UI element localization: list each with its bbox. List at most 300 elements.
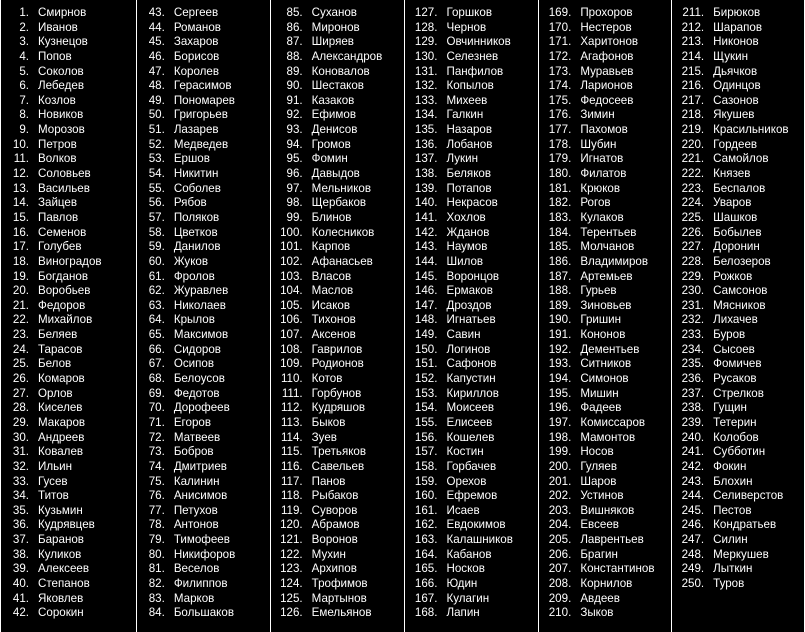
list-item bbox=[405, 416, 538, 431]
list-item bbox=[137, 606, 270, 621]
list-item bbox=[405, 226, 538, 241]
item-number: 120. bbox=[280, 518, 303, 532]
item-number: 176. bbox=[548, 108, 572, 122]
list-item bbox=[539, 50, 671, 65]
item-number: 42. bbox=[12, 606, 29, 620]
list-item bbox=[539, 255, 671, 270]
item-number: 121. bbox=[280, 533, 303, 547]
item-number: 7. bbox=[19, 93, 29, 107]
surname: Некрасов bbox=[446, 196, 498, 210]
surname: Федотов bbox=[173, 386, 220, 400]
list-item bbox=[137, 475, 270, 490]
surname: Бобров bbox=[173, 445, 214, 459]
surname: Кириллов bbox=[446, 386, 499, 400]
item-number: 207. bbox=[548, 562, 572, 576]
list-item bbox=[137, 50, 270, 65]
surname: Белов bbox=[38, 357, 72, 371]
item-number: 147. bbox=[414, 298, 438, 312]
item-number: 27. bbox=[12, 386, 29, 400]
list-item bbox=[405, 343, 538, 358]
item-number: 36. bbox=[12, 518, 29, 532]
item-number: 38. bbox=[12, 547, 29, 561]
item-number: 34. bbox=[12, 489, 29, 503]
surname: Куликов bbox=[38, 547, 82, 561]
surname: Зимин bbox=[580, 108, 615, 122]
list-item bbox=[405, 270, 538, 285]
surname: Гуляев bbox=[580, 459, 618, 473]
list-item bbox=[1, 372, 136, 387]
item-number: 173. bbox=[548, 64, 572, 78]
item-number: 41. bbox=[12, 591, 29, 605]
list-item bbox=[1, 255, 136, 270]
item-number: 165. bbox=[414, 562, 438, 576]
list-item bbox=[672, 108, 804, 123]
surname: Смирнов bbox=[38, 6, 87, 19]
item-number: 78. bbox=[148, 518, 165, 532]
surname: Борисов bbox=[173, 49, 220, 63]
list-item bbox=[539, 35, 671, 50]
item-number: 52. bbox=[148, 137, 165, 151]
surname: Королев bbox=[173, 64, 220, 78]
list-item bbox=[672, 343, 804, 358]
item-number: 92. bbox=[286, 108, 303, 122]
surname: Прохоров bbox=[580, 6, 633, 19]
item-number: 213. bbox=[681, 35, 705, 49]
list-item bbox=[137, 313, 270, 328]
item-number: 216. bbox=[681, 79, 705, 93]
surname: Фадеев bbox=[580, 401, 622, 415]
item-number: 242. bbox=[681, 459, 705, 473]
list-item bbox=[1, 284, 136, 299]
item-number: 160. bbox=[414, 489, 438, 503]
list-item bbox=[539, 328, 671, 343]
surname: Третьяков bbox=[311, 445, 367, 459]
list-item bbox=[137, 518, 270, 533]
item-number: 196. bbox=[548, 401, 572, 415]
item-number: 96. bbox=[286, 167, 303, 181]
item-number: 107. bbox=[280, 328, 303, 342]
list-item bbox=[672, 489, 804, 504]
list-item bbox=[539, 123, 671, 138]
surname: Тетерин bbox=[713, 415, 757, 429]
list-item bbox=[672, 182, 804, 197]
surname: Аксенов bbox=[311, 328, 356, 342]
list-item bbox=[405, 6, 538, 21]
item-number: 250. bbox=[681, 576, 705, 590]
list-item bbox=[405, 50, 538, 65]
item-number: 170. bbox=[548, 20, 572, 34]
item-number: 117. bbox=[280, 474, 303, 488]
list-item bbox=[271, 401, 405, 416]
list-item bbox=[271, 606, 405, 621]
list-item bbox=[271, 357, 405, 372]
item-number: 209. bbox=[548, 591, 572, 605]
surname: Большаков bbox=[173, 606, 234, 620]
list-item bbox=[271, 211, 405, 226]
surname: Колесников bbox=[311, 225, 375, 239]
item-number: 236. bbox=[681, 372, 705, 386]
list-item bbox=[539, 577, 671, 592]
item-number: 205. bbox=[548, 533, 572, 547]
item-number: 141. bbox=[414, 210, 438, 224]
list-item bbox=[405, 299, 538, 314]
item-number: 86. bbox=[286, 20, 303, 34]
surname: Шарапов bbox=[713, 20, 762, 34]
item-number: 23. bbox=[12, 328, 29, 342]
item-number: 100. bbox=[280, 225, 303, 239]
item-number: 182. bbox=[548, 196, 572, 210]
surname: Лихачев bbox=[713, 313, 758, 327]
item-number: 15. bbox=[12, 210, 29, 224]
surname: Моисеев bbox=[446, 401, 495, 415]
item-number: 136. bbox=[414, 137, 438, 151]
surname: Мельников bbox=[311, 181, 372, 195]
list-item bbox=[271, 372, 405, 387]
item-number: 43. bbox=[148, 6, 165, 19]
item-number: 240. bbox=[681, 430, 705, 444]
surname: Марков bbox=[173, 591, 215, 605]
list-item bbox=[271, 431, 405, 446]
surname: Селезнев bbox=[446, 49, 499, 63]
list-item bbox=[539, 416, 671, 431]
list-item bbox=[137, 65, 270, 80]
item-number: 129. bbox=[414, 35, 438, 49]
list-item bbox=[137, 533, 270, 548]
item-number: 99. bbox=[286, 210, 303, 224]
item-number: 126. bbox=[280, 606, 303, 620]
list-item bbox=[672, 577, 804, 592]
item-number: 98. bbox=[286, 196, 303, 210]
item-number: 194. bbox=[548, 372, 572, 386]
surname: Красильников bbox=[713, 123, 789, 137]
item-number: 56. bbox=[148, 196, 165, 210]
surname: Туров bbox=[713, 576, 745, 590]
list-item bbox=[1, 65, 136, 80]
list-item bbox=[405, 313, 538, 328]
list-item bbox=[672, 518, 804, 533]
surname: Симонов bbox=[580, 372, 629, 386]
list-item bbox=[672, 284, 804, 299]
surname: Афанасьев bbox=[311, 254, 373, 268]
list-item bbox=[137, 226, 270, 241]
list-item bbox=[137, 152, 270, 167]
list-item bbox=[1, 313, 136, 328]
item-number: 13. bbox=[12, 181, 29, 195]
item-number: 185. bbox=[548, 240, 572, 254]
surname: Пахомов bbox=[580, 123, 628, 137]
surname: Горбунов bbox=[311, 386, 362, 400]
item-number: 241. bbox=[681, 445, 705, 459]
list-item bbox=[1, 94, 136, 109]
surname: Беспалов bbox=[713, 181, 766, 195]
item-number: 229. bbox=[681, 269, 705, 283]
item-number: 202. bbox=[548, 489, 572, 503]
surname: Гурьев bbox=[580, 284, 617, 298]
surname: Силин bbox=[713, 533, 748, 547]
item-number: 11. bbox=[13, 152, 29, 166]
surname: Одинцов bbox=[713, 79, 761, 93]
list-item bbox=[1, 299, 136, 314]
item-number: 244. bbox=[681, 489, 705, 503]
item-number: 224. bbox=[681, 196, 705, 210]
list-item bbox=[539, 445, 671, 460]
item-number: 12. bbox=[12, 167, 29, 181]
list-item bbox=[1, 489, 136, 504]
surname: Елисеев bbox=[446, 415, 493, 429]
surname: Наумов bbox=[446, 240, 488, 254]
surname: Ширяев bbox=[311, 35, 354, 49]
item-number: 75. bbox=[148, 474, 165, 488]
column-5 bbox=[539, 0, 672, 632]
list-item bbox=[539, 431, 671, 446]
surname: Тимофеев bbox=[173, 533, 230, 547]
item-number: 71. bbox=[148, 415, 165, 429]
item-number: 65. bbox=[148, 328, 165, 342]
list-item bbox=[137, 138, 270, 153]
surname: Громов bbox=[311, 137, 351, 151]
list-item bbox=[1, 138, 136, 153]
list-item bbox=[271, 196, 405, 211]
list-item bbox=[405, 21, 538, 36]
surname: Лапин bbox=[446, 606, 480, 620]
list-item bbox=[539, 562, 671, 577]
item-number: 220. bbox=[681, 137, 705, 151]
surname: Никонов bbox=[713, 35, 759, 49]
item-number: 24. bbox=[12, 342, 29, 356]
surname: Никифоров bbox=[173, 547, 236, 561]
list-item bbox=[271, 328, 405, 343]
item-number: 217. bbox=[681, 93, 705, 107]
item-number: 3. bbox=[19, 35, 29, 49]
list-item bbox=[271, 577, 405, 592]
item-number: 144. bbox=[414, 254, 438, 268]
item-number: 81. bbox=[148, 562, 165, 576]
list-item bbox=[1, 577, 136, 592]
item-number: 143. bbox=[414, 240, 438, 254]
list-item bbox=[405, 211, 538, 226]
item-number: 140. bbox=[414, 196, 438, 210]
surname: Владимиров bbox=[580, 254, 649, 268]
column-2 bbox=[137, 0, 271, 632]
surname: Бобылев bbox=[713, 225, 762, 239]
list-item bbox=[137, 182, 270, 197]
item-number: 249. bbox=[681, 562, 705, 576]
list-item bbox=[405, 328, 538, 343]
list-item bbox=[1, 123, 136, 138]
item-number: 151. bbox=[414, 357, 438, 371]
list-item bbox=[271, 65, 405, 80]
list-item bbox=[539, 79, 671, 94]
item-number: 37. bbox=[12, 533, 29, 547]
surname: Рогов bbox=[580, 196, 611, 210]
item-number: 1. bbox=[19, 6, 29, 19]
item-number: 51. bbox=[148, 123, 165, 137]
item-number: 49. bbox=[148, 93, 165, 107]
surname: Максимов bbox=[173, 328, 229, 342]
surname: Степанов bbox=[38, 576, 90, 590]
surname: Кузнецов bbox=[38, 35, 88, 49]
surname: Муравьев bbox=[580, 64, 634, 78]
surname: Суворов bbox=[311, 503, 358, 517]
list-item bbox=[539, 270, 671, 285]
item-number: 119. bbox=[280, 503, 303, 517]
list-item bbox=[405, 65, 538, 80]
surname: Коновалов bbox=[311, 64, 370, 78]
list-item bbox=[672, 79, 804, 94]
surname: Орехов bbox=[446, 474, 487, 488]
surname: Миронов bbox=[311, 20, 360, 34]
surname: Белозеров bbox=[713, 254, 771, 268]
item-number: 80. bbox=[148, 547, 165, 561]
list-item bbox=[405, 592, 538, 607]
item-number: 184. bbox=[548, 225, 572, 239]
list-item bbox=[405, 577, 538, 592]
item-number: 122. bbox=[280, 547, 303, 561]
surname: Кузьмин bbox=[38, 503, 83, 517]
item-number: 16. bbox=[12, 225, 29, 239]
surname: Евсеев bbox=[580, 518, 619, 532]
surname: Юдин bbox=[446, 576, 478, 590]
list-item bbox=[672, 416, 804, 431]
surname: Андреев bbox=[38, 430, 85, 444]
list-item bbox=[672, 548, 804, 563]
item-number: 8. bbox=[19, 108, 29, 122]
surname: Матвеев bbox=[173, 430, 221, 444]
surname: Ильин bbox=[38, 459, 73, 473]
surname: Кулагин bbox=[446, 591, 490, 605]
list-item bbox=[1, 548, 136, 563]
list-item bbox=[539, 65, 671, 80]
surname: Селиверстов bbox=[713, 489, 784, 503]
surname: Мамонтов bbox=[580, 430, 636, 444]
surname: Кабанов bbox=[446, 547, 492, 561]
surname: Казаков bbox=[311, 93, 355, 107]
list-item bbox=[405, 401, 538, 416]
list-item bbox=[539, 313, 671, 328]
item-number: 190. bbox=[548, 313, 572, 327]
list-item bbox=[271, 489, 405, 504]
item-number: 103. bbox=[280, 269, 303, 283]
surname: Лобанов bbox=[446, 137, 493, 151]
list-item bbox=[1, 196, 136, 211]
list-item bbox=[1, 518, 136, 533]
surname: Карпов bbox=[311, 240, 351, 254]
surname: Жуков bbox=[173, 254, 209, 268]
item-number: 22. bbox=[12, 313, 29, 327]
list-item bbox=[672, 167, 804, 182]
item-number: 116. bbox=[280, 459, 303, 473]
list-item bbox=[271, 299, 405, 314]
list-item bbox=[271, 416, 405, 431]
list-item bbox=[405, 562, 538, 577]
list-item bbox=[271, 592, 405, 607]
surname: Цветков bbox=[173, 225, 218, 239]
item-number: 21. bbox=[12, 298, 29, 312]
list-item bbox=[137, 387, 270, 402]
item-number: 235. bbox=[681, 357, 705, 371]
list-item bbox=[271, 255, 405, 270]
list-item bbox=[539, 167, 671, 182]
list-item bbox=[1, 592, 136, 607]
list-item bbox=[271, 240, 405, 255]
surname: Овчинников bbox=[446, 35, 511, 49]
item-number: 123. bbox=[280, 562, 303, 576]
surname: Михайлов bbox=[38, 313, 93, 327]
surname: Трофимов bbox=[311, 576, 368, 590]
item-number: 206. bbox=[548, 547, 572, 561]
item-number: 39. bbox=[12, 562, 29, 576]
surname: Романов bbox=[173, 20, 221, 34]
surname: Нестеров bbox=[580, 20, 632, 34]
item-number: 128. bbox=[414, 20, 438, 34]
surname: Родионов bbox=[311, 357, 364, 371]
list-item bbox=[539, 284, 671, 299]
item-number: 132. bbox=[414, 79, 438, 93]
item-number: 130. bbox=[414, 49, 438, 63]
list-item bbox=[137, 548, 270, 563]
list-item bbox=[539, 196, 671, 211]
item-number: 102. bbox=[280, 254, 303, 268]
list-item bbox=[1, 240, 136, 255]
item-number: 31. bbox=[12, 445, 29, 459]
item-number: 25. bbox=[12, 357, 29, 371]
item-number: 47. bbox=[148, 64, 165, 78]
list-item bbox=[1, 445, 136, 460]
list-item bbox=[1, 416, 136, 431]
list-item bbox=[405, 445, 538, 460]
list-item bbox=[539, 592, 671, 607]
item-number: 164. bbox=[414, 547, 438, 561]
item-number: 222. bbox=[681, 167, 705, 181]
list-item bbox=[1, 182, 136, 197]
item-number: 112. bbox=[280, 401, 303, 415]
surname: Власов bbox=[311, 269, 352, 283]
item-number: 246. bbox=[681, 518, 705, 532]
item-number: 221. bbox=[681, 152, 705, 166]
surname: Шубин bbox=[580, 137, 617, 151]
list-item bbox=[271, 387, 405, 402]
surname: Горбачев bbox=[446, 459, 497, 473]
item-number: 214. bbox=[681, 49, 705, 63]
list-item bbox=[271, 445, 405, 460]
list-item bbox=[1, 504, 136, 519]
item-number: 149. bbox=[414, 328, 438, 342]
surname: Потапов bbox=[446, 181, 492, 195]
list-item bbox=[405, 94, 538, 109]
item-number: 239. bbox=[681, 415, 705, 429]
surname: Артемьев bbox=[580, 269, 633, 283]
list-item bbox=[1, 6, 136, 21]
surname: Щербаков bbox=[311, 196, 367, 210]
item-number: 127. bbox=[414, 6, 438, 19]
surname: Терентьев bbox=[580, 225, 637, 239]
item-number: 189. bbox=[548, 298, 572, 312]
item-number: 33. bbox=[12, 474, 29, 488]
surname: Дроздов bbox=[446, 298, 492, 312]
list-item bbox=[672, 533, 804, 548]
item-number: 238. bbox=[681, 401, 705, 415]
item-number: 46. bbox=[148, 49, 165, 63]
item-number: 5. bbox=[19, 64, 29, 78]
item-number: 55. bbox=[148, 181, 165, 195]
item-number: 66. bbox=[148, 342, 165, 356]
item-number: 133. bbox=[414, 93, 438, 107]
item-number: 203. bbox=[548, 503, 572, 517]
list-item bbox=[1, 79, 136, 94]
item-number: 166. bbox=[414, 576, 438, 590]
item-number: 219. bbox=[681, 123, 705, 137]
surname: Савельев bbox=[311, 459, 365, 473]
